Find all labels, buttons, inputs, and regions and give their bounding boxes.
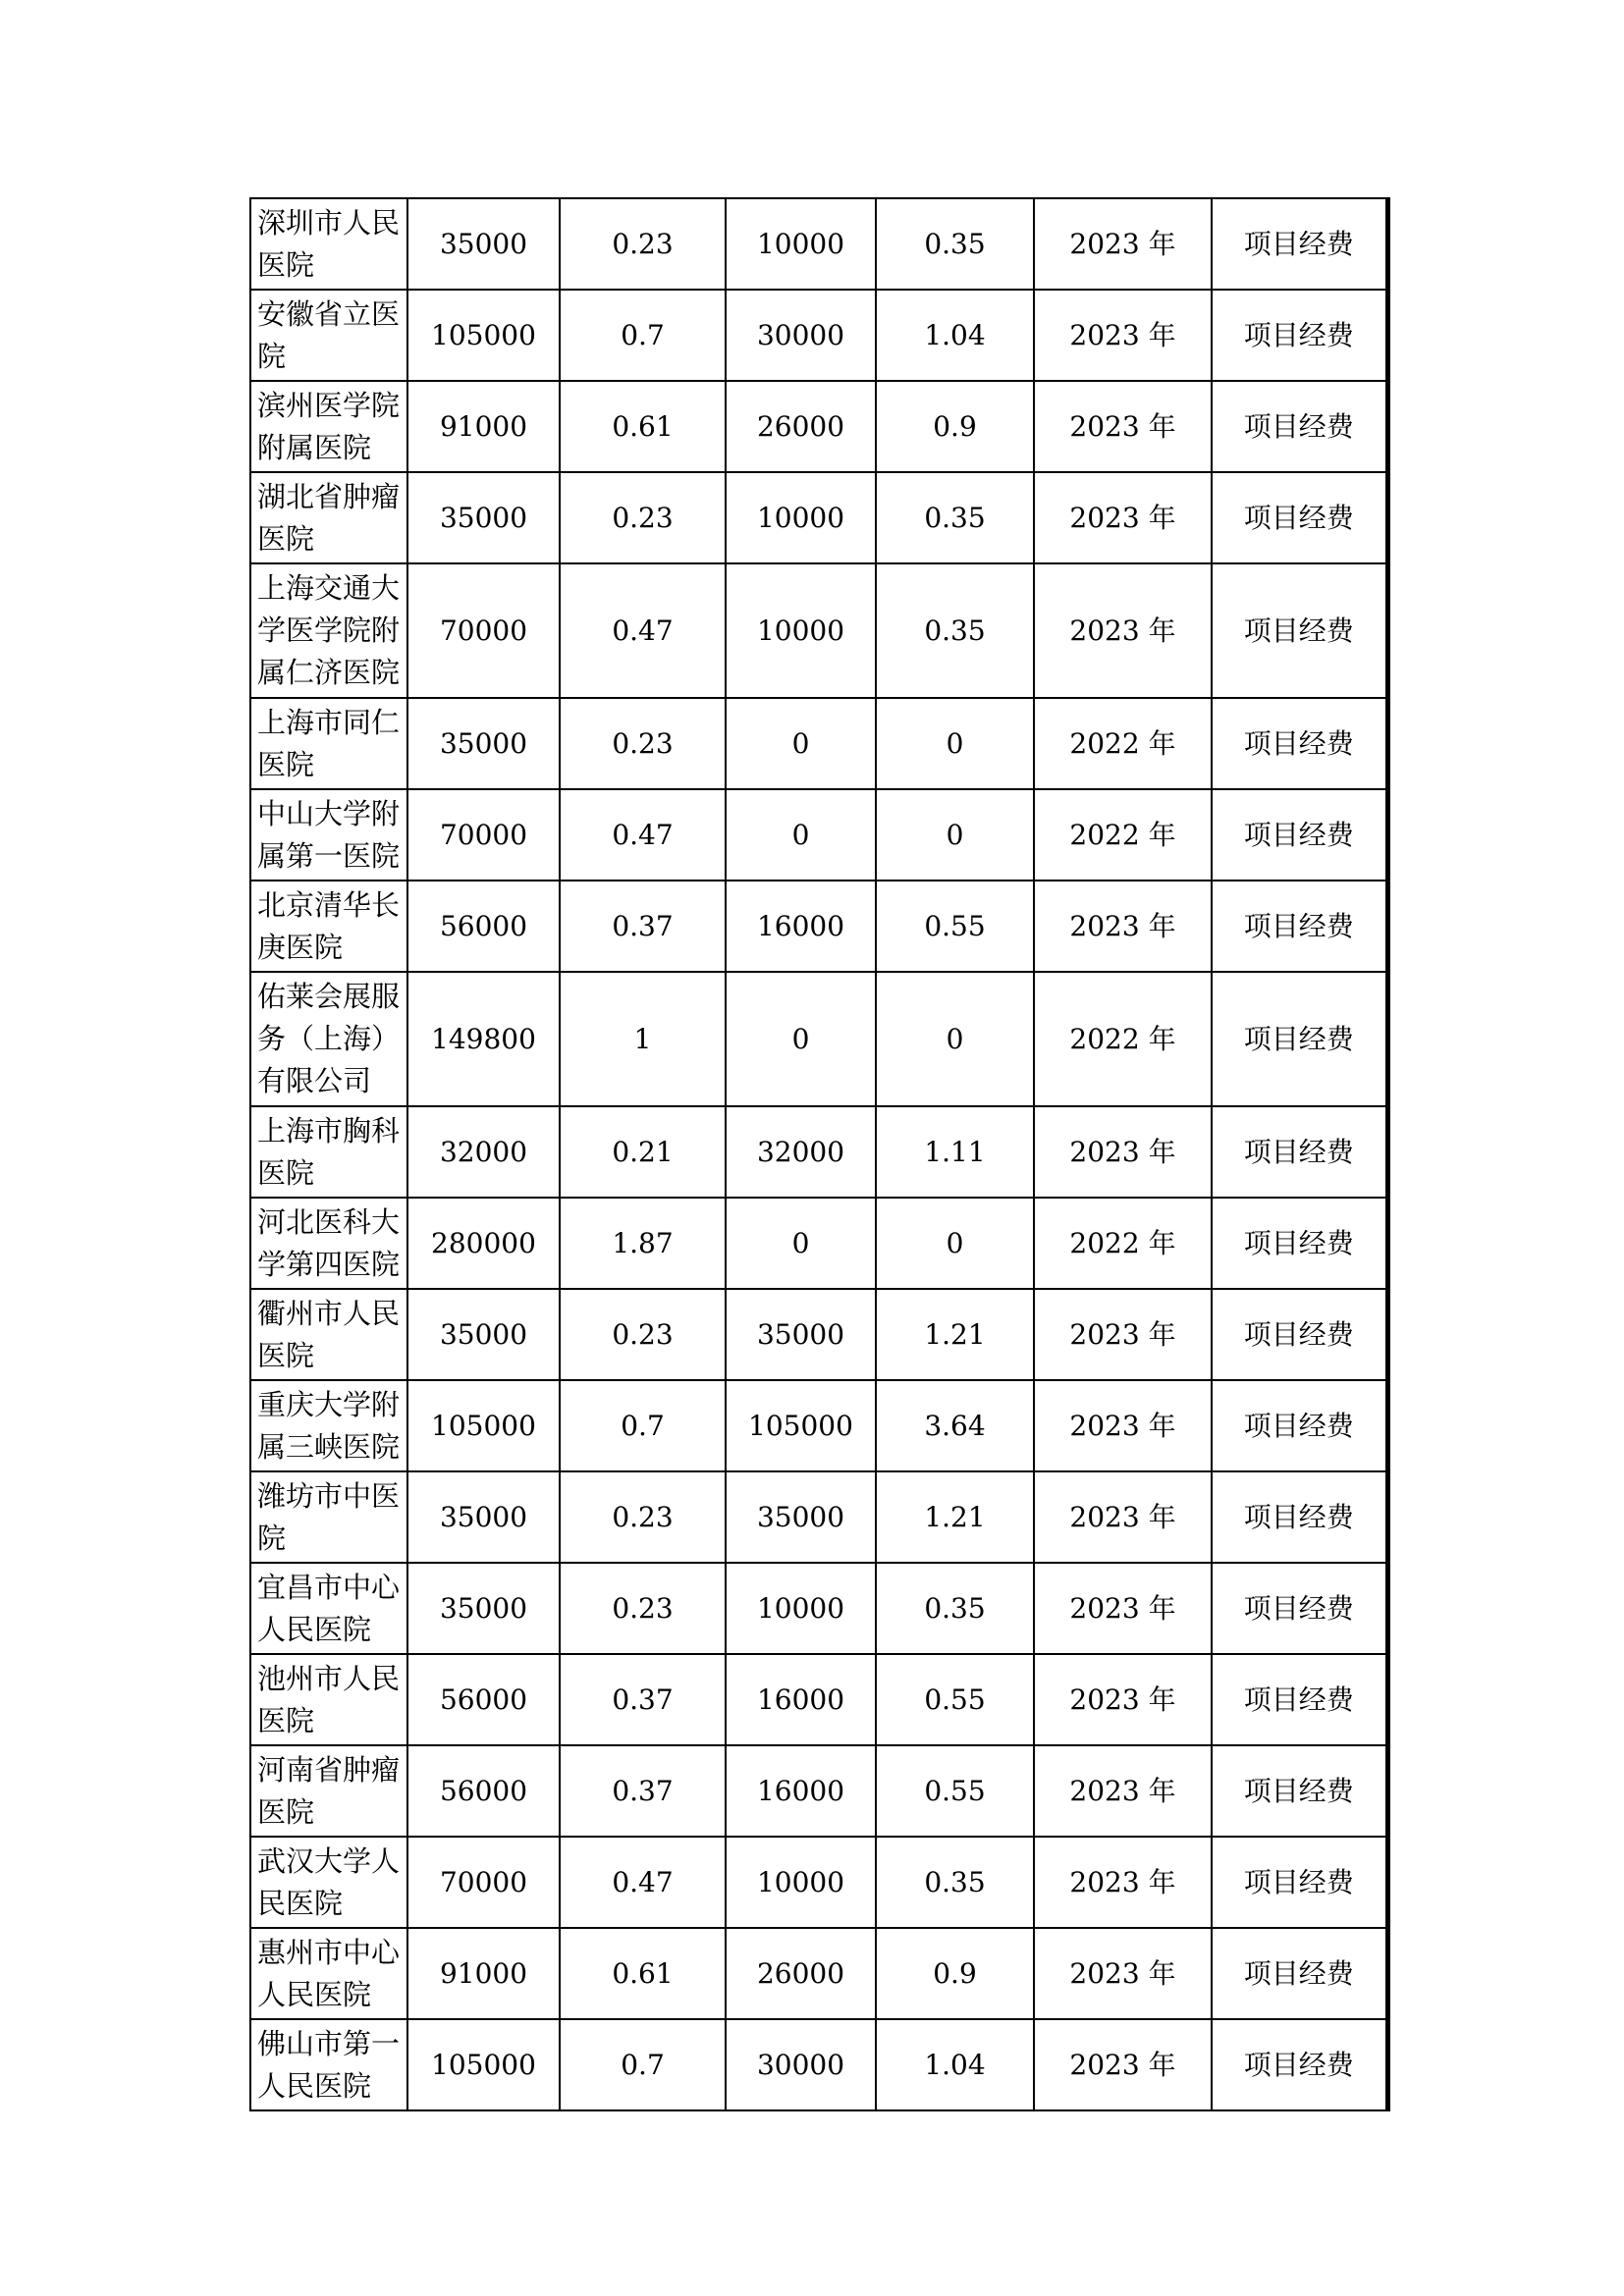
amount-cell: 30000 — [726, 2019, 876, 2110]
funding-type-cell: 项目经费 — [1212, 1837, 1387, 1928]
funding-type-cell: 项目经费 — [1212, 1380, 1387, 1471]
ratio-cell: 0.35 — [876, 472, 1034, 563]
amount-cell: 105000 — [407, 2019, 560, 2110]
funding-type-cell: 项目经费 — [1212, 1654, 1387, 1745]
year-cell: 2023 年 — [1034, 290, 1212, 381]
funding-type-cell: 项目经费 — [1212, 1928, 1387, 2019]
year-cell: 2022 年 — [1034, 698, 1212, 789]
table-row — [250, 1563, 1387, 1654]
ratio-cell: 0.35 — [876, 563, 1034, 698]
institution-name-cell: 宜昌市中心人民医院 — [250, 1563, 407, 1654]
institution-name-cell: 深圳市人民医院 — [250, 198, 407, 290]
funding-type-cell: 项目经费 — [1212, 1289, 1387, 1380]
year-cell: 2023 年 — [1034, 1289, 1212, 1380]
institution-name-cell: 北京清华长庚医院 — [250, 881, 407, 972]
table-row — [250, 1289, 1387, 1380]
funding-type-cell: 项目经费 — [1212, 2019, 1387, 2110]
funding-type-cell: 项目经费 — [1212, 789, 1387, 881]
funding-type-cell: 项目经费 — [1212, 563, 1387, 698]
ratio-cell: 0.23 — [560, 1471, 726, 1563]
year-cell: 2023 年 — [1034, 1563, 1212, 1654]
funding-type-cell: 项目经费 — [1212, 1198, 1387, 1289]
amount-cell: 10000 — [726, 472, 876, 563]
ratio-cell: 0.47 — [560, 789, 726, 881]
ratio-cell: 1 — [560, 972, 726, 1106]
ratio-cell: 0 — [876, 698, 1034, 789]
table-row — [250, 1654, 1387, 1745]
funding-type-cell: 项目经费 — [1212, 1745, 1387, 1837]
institution-name-cell: 武汉大学人民医院 — [250, 1837, 407, 1928]
amount-cell: 16000 — [726, 1745, 876, 1837]
amount-cell: 35000 — [407, 1471, 560, 1563]
year-cell: 2022 年 — [1034, 789, 1212, 881]
year-cell: 2023 年 — [1034, 1837, 1212, 1928]
ratio-cell: 0.37 — [560, 881, 726, 972]
funding-type-cell: 项目经费 — [1212, 972, 1387, 1106]
ratio-cell: 0.55 — [876, 1654, 1034, 1745]
ratio-cell: 0.7 — [560, 290, 726, 381]
table-row — [250, 290, 1387, 381]
institution-name-cell: 佛山市第一人民医院 — [250, 2019, 407, 2110]
ratio-cell: 0.47 — [560, 563, 726, 698]
institution-name-cell: 安徽省立医院 — [250, 290, 407, 381]
amount-cell: 70000 — [407, 789, 560, 881]
institution-name-cell: 河南省肿瘤医院 — [250, 1745, 407, 1837]
amount-cell: 56000 — [407, 1745, 560, 1837]
institution-name-cell: 惠州市中心人民医院 — [250, 1928, 407, 2019]
ratio-cell: 0.47 — [560, 1837, 726, 1928]
ratio-cell: 0.9 — [876, 1928, 1034, 2019]
funding-type-cell: 项目经费 — [1212, 881, 1387, 972]
amount-cell: 10000 — [726, 1563, 876, 1654]
amount-cell: 35000 — [407, 198, 560, 290]
amount-cell: 10000 — [726, 563, 876, 698]
institution-name-cell: 湖北省肿瘤医院 — [250, 472, 407, 563]
amount-cell: 32000 — [407, 1106, 560, 1198]
institution-name-cell: 中山大学附属第一医院 — [250, 789, 407, 881]
amount-cell: 16000 — [726, 1654, 876, 1745]
amount-cell: 35000 — [407, 1563, 560, 1654]
table-body — [250, 198, 1387, 2110]
year-cell: 2022 年 — [1034, 1198, 1212, 1289]
amount-cell: 35000 — [726, 1471, 876, 1563]
year-cell: 2023 年 — [1034, 1471, 1212, 1563]
table-row — [250, 1471, 1387, 1563]
table-row — [250, 698, 1387, 789]
amount-cell: 35000 — [407, 472, 560, 563]
amount-cell: 0 — [726, 972, 876, 1106]
amount-cell: 105000 — [407, 290, 560, 381]
amount-cell: 56000 — [407, 881, 560, 972]
amount-cell: 26000 — [726, 1928, 876, 2019]
amount-cell: 105000 — [407, 1380, 560, 1471]
ratio-cell: 0.23 — [560, 472, 726, 563]
ratio-cell: 0 — [876, 789, 1034, 881]
ratio-cell: 1.21 — [876, 1289, 1034, 1380]
institution-name-cell: 池州市人民医院 — [250, 1654, 407, 1745]
ratio-cell: 0.37 — [560, 1654, 726, 1745]
table-row — [250, 789, 1387, 881]
year-cell: 2022 年 — [1034, 972, 1212, 1106]
ratio-cell: 0.37 — [560, 1745, 726, 1837]
ratio-cell: 0.35 — [876, 198, 1034, 290]
table-row — [250, 198, 1387, 290]
table-row — [250, 563, 1387, 698]
year-cell: 2023 年 — [1034, 472, 1212, 563]
amount-cell: 70000 — [407, 1837, 560, 1928]
amount-cell: 0 — [726, 789, 876, 881]
year-cell: 2023 年 — [1034, 381, 1212, 472]
year-cell: 2023 年 — [1034, 198, 1212, 290]
year-cell: 2023 年 — [1034, 1654, 1212, 1745]
institution-name-cell: 上海市同仁医院 — [250, 698, 407, 789]
institution-name-cell: 滨州医学院附属医院 — [250, 381, 407, 472]
table-row — [250, 1928, 1387, 2019]
amount-cell: 16000 — [726, 881, 876, 972]
year-cell: 2023 年 — [1034, 1380, 1212, 1471]
amount-cell: 91000 — [407, 381, 560, 472]
ratio-cell: 0.55 — [876, 881, 1034, 972]
amount-cell: 0 — [726, 1198, 876, 1289]
institution-name-cell: 潍坊市中医院 — [250, 1471, 407, 1563]
table-row — [250, 1198, 1387, 1289]
year-cell: 2023 年 — [1034, 1106, 1212, 1198]
ratio-cell: 0.7 — [560, 1380, 726, 1471]
ratio-cell: 0.35 — [876, 1837, 1034, 1928]
funding-table — [249, 197, 1390, 2111]
year-cell: 2023 年 — [1034, 1745, 1212, 1837]
amount-cell: 91000 — [407, 1928, 560, 2019]
ratio-cell: 0.61 — [560, 381, 726, 472]
ratio-cell: 0.55 — [876, 1745, 1034, 1837]
ratio-cell: 0.23 — [560, 698, 726, 789]
funding-type-cell: 项目经费 — [1212, 1106, 1387, 1198]
funding-type-cell: 项目经费 — [1212, 472, 1387, 563]
ratio-cell: 0.61 — [560, 1928, 726, 2019]
amount-cell: 32000 — [726, 1106, 876, 1198]
ratio-cell: 1.87 — [560, 1198, 726, 1289]
table-row — [250, 1380, 1387, 1471]
ratio-cell: 1.11 — [876, 1106, 1034, 1198]
institution-name-cell: 河北医科大学第四医院 — [250, 1198, 407, 1289]
amount-cell: 35000 — [407, 698, 560, 789]
amount-cell: 280000 — [407, 1198, 560, 1289]
ratio-cell: 0.7 — [560, 2019, 726, 2110]
institution-name-cell: 佑莱会展服务（上海）有限公司 — [250, 972, 407, 1106]
institution-name-cell: 上海交通大学医学院附属仁济医院 — [250, 563, 407, 698]
funding-type-cell: 项目经费 — [1212, 381, 1387, 472]
amount-cell: 70000 — [407, 563, 560, 698]
table-row — [250, 1106, 1387, 1198]
amount-cell: 56000 — [407, 1654, 560, 1745]
amount-cell: 35000 — [407, 1289, 560, 1380]
ratio-cell: 1.21 — [876, 1471, 1034, 1563]
ratio-cell: 0.23 — [560, 1563, 726, 1654]
table-row — [250, 881, 1387, 972]
funding-type-cell: 项目经费 — [1212, 198, 1387, 290]
ratio-cell: 0.23 — [560, 1289, 726, 1380]
amount-cell: 10000 — [726, 198, 876, 290]
ratio-cell: 1.04 — [876, 2019, 1034, 2110]
amount-cell: 26000 — [726, 381, 876, 472]
amount-cell: 0 — [726, 698, 876, 789]
year-cell: 2023 年 — [1034, 881, 1212, 972]
table-row — [250, 2019, 1387, 2110]
year-cell: 2023 年 — [1034, 563, 1212, 698]
institution-name-cell: 衢州市人民医院 — [250, 1289, 407, 1380]
year-cell: 2023 年 — [1034, 2019, 1212, 2110]
funding-type-cell: 项目经费 — [1212, 1563, 1387, 1654]
ratio-cell: 0.23 — [560, 198, 726, 290]
amount-cell: 35000 — [726, 1289, 876, 1380]
amount-cell: 105000 — [726, 1380, 876, 1471]
ratio-cell: 3.64 — [876, 1380, 1034, 1471]
ratio-cell: 1.04 — [876, 290, 1034, 381]
table-row — [250, 1837, 1387, 1928]
amount-cell: 10000 — [726, 1837, 876, 1928]
table-row — [250, 972, 1387, 1106]
funding-type-cell: 项目经费 — [1212, 1471, 1387, 1563]
funding-type-cell: 项目经费 — [1212, 698, 1387, 789]
ratio-cell: 0.35 — [876, 1563, 1034, 1654]
ratio-cell: 0 — [876, 1198, 1034, 1289]
ratio-cell: 0.9 — [876, 381, 1034, 472]
amount-cell: 149800 — [407, 972, 560, 1106]
ratio-cell: 0 — [876, 972, 1034, 1106]
table-row — [250, 381, 1387, 472]
funding-type-cell: 项目经费 — [1212, 290, 1387, 381]
year-cell: 2023 年 — [1034, 1928, 1212, 2019]
ratio-cell: 0.21 — [560, 1106, 726, 1198]
institution-name-cell: 上海市胸科医院 — [250, 1106, 407, 1198]
amount-cell: 30000 — [726, 290, 876, 381]
table-row — [250, 1745, 1387, 1837]
institution-name-cell: 重庆大学附属三峡医院 — [250, 1380, 407, 1471]
table-row — [250, 472, 1387, 563]
